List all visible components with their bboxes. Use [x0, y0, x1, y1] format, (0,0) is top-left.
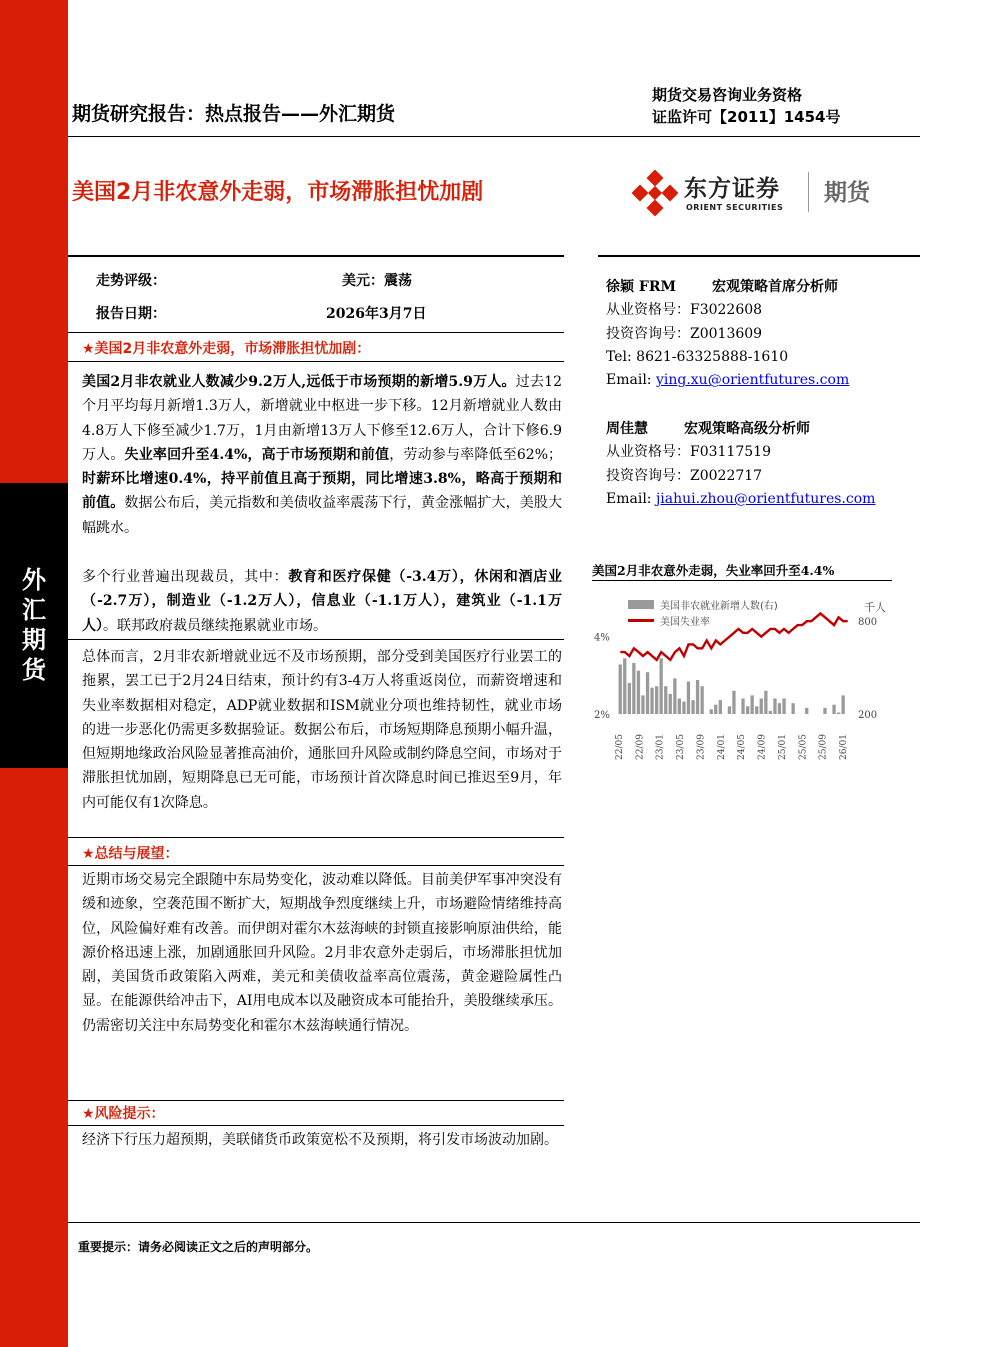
x-tick: 24/05 — [737, 734, 748, 760]
unemployment-line — [620, 614, 847, 660]
section-rule — [68, 639, 564, 640]
text-run: 过去12个月平均每月新增1.3万人，新增就业中枢进一步下移。12月新增就业人数由4.8万人下修至减少1.7万，1月由新增13万人下修至12.6万人，合计下修6.9万人。 — [82, 374, 562, 463]
nfp-unemployment-chart — [588, 588, 892, 773]
chart-bar — [623, 658, 626, 714]
chart-bar — [637, 671, 640, 714]
paragraph-risk: 经济下行压力超预期，美联储货币政策宽松不及预期，将引发市场波动加剧。 — [82, 1132, 558, 1148]
report-type: 期货研究报告：热点报告——外汇期货 — [72, 103, 396, 125]
side-char: 汇 — [22, 596, 46, 624]
chart-bar — [728, 706, 731, 714]
x-tick: 25/09 — [818, 734, 829, 760]
chart-bar — [760, 699, 763, 715]
text-run: 时薪环比增速0.4%，持平前值且高于预期，同比增速3.8%，略高于预期和前值。 — [82, 471, 562, 512]
chart-bar — [714, 705, 717, 714]
section-heading-2: ★总结与展望： — [82, 846, 179, 862]
text-run: 教育和医疗保健（-3.4万），休闲和酒店业（-2.7万），制造业（-1.2万人），信息业（-1.1万人），建筑业（-1.1万人） — [82, 569, 562, 634]
analyst-info-line: Tel: 8621-63325888-1610 — [606, 348, 789, 365]
chart-bar — [837, 713, 840, 715]
text-run: ，劳动参与率降低至62%； — [389, 446, 562, 463]
text-run: 。联邦政府裁员继续拖累就业市场。 — [103, 617, 327, 634]
analyst-card — [606, 276, 849, 392]
analyst-info-line: 从业资格号：F3022608 — [606, 302, 763, 319]
chart-bar — [678, 699, 681, 715]
paragraph-outlook: 近期市场交易完全跟随中东局势变化，波动难以降低。目前美伊军事冲突没有缓和迹象，空袭范围不断扩大，短期战争烈度继续上升，市场避险情绪维持高位，风险偏好难有改善。而伊朗对霍尔木兹海峡的封锁直接影响原油供给，能源价格迅速上涨，加剧通胀回升风险。2月非农意外走弱后，市场滞胀担忧加剧，美国货币政策陷入两难，美元和美债收益率高位震荡，黄金避险属性凸显。在能源供给冲击下，AI用电成本以及融资成本可能抬升，美股继续承压。仍需密切关注中东局势变化和霍尔木兹海峡通行情况。 — [82, 872, 562, 1034]
analyst-info-line: 投资咨询号：Z0013609 — [606, 325, 763, 342]
chart-bar — [741, 699, 744, 715]
logo-cn-text: 东方证券 — [684, 176, 780, 202]
chart-bar — [632, 663, 635, 714]
chart-bar — [842, 695, 845, 714]
x-tick: 25/05 — [798, 734, 809, 760]
x-tick: 24/09 — [757, 734, 768, 760]
chart-bar — [755, 706, 758, 714]
chart-bar — [778, 703, 781, 714]
right-col-rule — [598, 255, 920, 257]
legend-label: 美国失业率 — [660, 617, 710, 628]
right-axis-unit: 千人 — [864, 601, 886, 614]
section-heading-3: ★风险提示： — [82, 1106, 165, 1122]
x-tick: 25/01 — [777, 734, 788, 760]
rating-label: 走势评级： — [96, 273, 166, 289]
analyst-name: 周佳慧 — [606, 421, 648, 437]
analyst-title: 宏观策略高级分析师 — [684, 421, 810, 437]
x-tick: 26/01 — [839, 734, 849, 760]
logo-divider — [808, 172, 809, 212]
analyst-card — [606, 418, 875, 511]
analyst-info-line: 投资咨询号：Z0022717 — [606, 467, 763, 484]
x-tick: 22/05 — [615, 734, 625, 760]
chart-bar — [773, 699, 776, 715]
x-tick: 22/09 — [635, 734, 646, 760]
chart-bar — [769, 711, 772, 714]
section-rule — [68, 361, 564, 362]
chart-bar — [751, 695, 754, 714]
chart-bar — [746, 706, 749, 714]
chart-bar — [660, 658, 663, 714]
x-tick: 23/05 — [676, 734, 687, 760]
chart-title: 美国2月非农意外走弱，失业率回升至4.4% — [592, 563, 835, 578]
header-rule — [68, 136, 920, 137]
chart-bar — [696, 680, 699, 714]
y-left-tick: 2% — [594, 710, 610, 721]
section-rule — [68, 865, 564, 866]
section-heading-1: ★美国2月非农意外走弱，市场滞胀担忧加剧： — [82, 341, 371, 357]
orient-logo-icon — [632, 170, 678, 216]
text-run: 多个行业普遍出现裁员，其中： — [82, 569, 289, 585]
section-rule — [68, 837, 564, 838]
footer-note: 重要提示：请务必阅读正文之后的声明部分。 — [78, 1240, 319, 1254]
qualification-line1: 期货交易咨询业务资格 — [652, 86, 803, 104]
x-tick: 23/09 — [696, 734, 707, 760]
report-title: 美国2月非农意外走弱，市场滞胀担忧加剧 — [72, 180, 484, 205]
analyst-title: 宏观策略首席分析师 — [711, 279, 838, 295]
email-label: Email: — [606, 490, 656, 507]
chart-bar — [782, 699, 785, 715]
chart-bar — [641, 695, 644, 714]
chart-bar — [764, 691, 767, 714]
chart-bar — [732, 691, 735, 714]
footer-rule — [68, 1222, 920, 1223]
chart-bar — [832, 705, 835, 714]
date-value: 2026年3月7日 — [326, 306, 427, 322]
chart-bar — [673, 678, 676, 714]
section-rule — [68, 1125, 564, 1126]
analyst-email-link[interactable]: jiahui.zhou@orientfutures.com — [655, 490, 876, 507]
chart-bar — [669, 694, 672, 714]
date-label: 报告日期： — [96, 306, 166, 322]
side-category-label — [0, 565, 68, 685]
chart-bar — [792, 703, 795, 714]
paragraph-overall: 总体而言，2月非农新增就业远不及市场预期，部分受到美国医疗行业罢工的拖累，罢工已于2月24日结束，预计约有3-4万人将重返岗位，而薪资增速和失业率数据相对稳定，ADP就业数据和ISM就业分项也维持韧性，就业市场的进一步恶化仍需更多数据验证。数据公布后，市场短期降息预期小幅升温，但短期地缘政治风险显著推高油价，通胀回升风险或制约降息空间，市场对于滞胀担忧加剧，短期降息已无可能，市场预计首次降息时间已推迟至9月，年内可能仅有1次降息。 — [82, 649, 562, 811]
chart-bar — [710, 709, 713, 714]
paragraph-nfp — [82, 370, 562, 540]
analyst-info-line: 从业资格号：F03117519 — [606, 444, 771, 461]
left-col-rule — [68, 255, 564, 257]
y-right-tick: 200 — [858, 710, 878, 721]
side-char: 期 — [22, 626, 46, 654]
chart-bar — [655, 686, 658, 714]
chart-bar — [646, 672, 649, 714]
side-char: 外 — [22, 566, 46, 594]
legend-swatch-line — [628, 619, 654, 622]
chart-bar — [691, 700, 694, 714]
section-rule — [68, 332, 564, 333]
side-char: 货 — [22, 656, 46, 684]
text-run: 失业率回升至4.4%，高于市场预期和前值 — [124, 446, 390, 463]
y-left-tick: 4% — [594, 632, 610, 644]
chart-bar — [805, 708, 808, 714]
chart-bar — [664, 686, 667, 714]
section-rule — [68, 1100, 564, 1101]
x-tick: 24/01 — [716, 734, 727, 760]
chart-bar — [719, 700, 722, 714]
chart-bar — [823, 708, 826, 714]
analyst-name: 徐颖 FRM — [606, 279, 676, 295]
x-tick: 23/01 — [655, 734, 666, 760]
analyst-email-link[interactable]: ying.xu@orientfutures.com — [655, 372, 850, 389]
email-label: Email: — [606, 372, 656, 389]
rating-value: 美元：震荡 — [342, 273, 412, 289]
logo-suffix: 期货 — [824, 180, 870, 206]
text-run: 美国2月非农就业人数减少9.2万人,远低于市场预期的新增5.9万人。 — [82, 374, 516, 390]
legend-label: 美国非农就业新增人数(右) — [660, 601, 778, 612]
chart-bar — [701, 686, 704, 714]
paragraph-industries — [82, 565, 562, 638]
legend-swatch-bars — [628, 600, 654, 609]
chart-bar — [682, 702, 685, 714]
chart-bar — [619, 665, 622, 715]
chart-bar — [650, 688, 653, 714]
chart-bar — [628, 683, 631, 714]
chart-bar — [687, 682, 690, 715]
chart-title-rule — [592, 580, 892, 581]
logo-en-text: ORIENT SECURITIES — [686, 203, 784, 212]
text-run: 数据公布后，美元指数和美债收益率震荡下行，黄金涨幅扩大，美股大幅跳水。 — [82, 495, 563, 536]
qualification-line2: 证监许可【2011】1454号 — [652, 108, 841, 126]
y-right-tick: 800 — [858, 617, 878, 629]
